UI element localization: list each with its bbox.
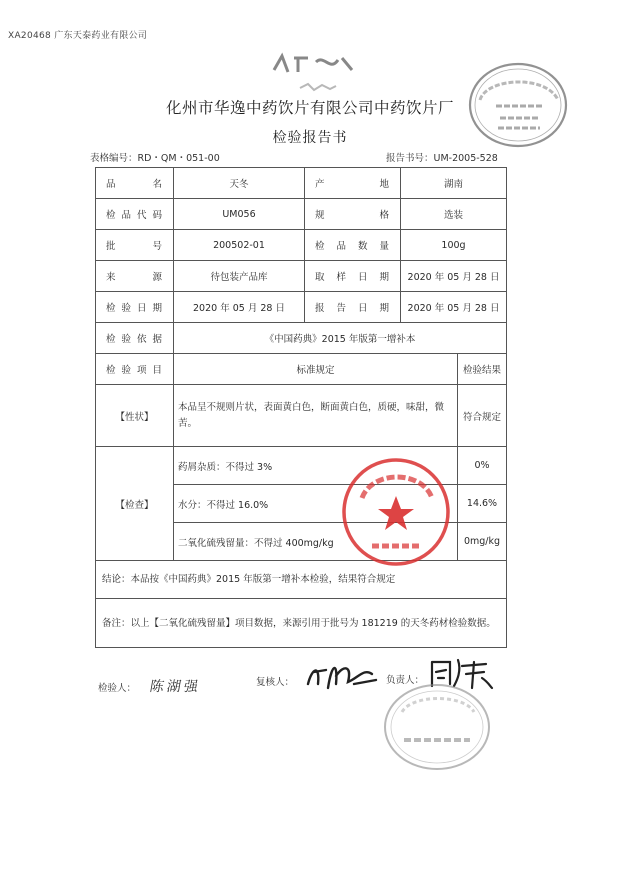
report-date-label: 报告日期 [305,292,401,323]
so2-standard: 二氧化硫残留量：不得过 400mg/kg [174,523,458,561]
check-label: 【检查】 [96,447,174,561]
qty-label: 检品数量 [305,230,401,261]
company-logo-smudge [268,50,358,78]
table-row [96,385,507,447]
basis-value: 《中国药典》2015 年版第一增补本 [174,323,507,354]
batch-value: 200502-01 [174,230,305,261]
inspector-label: 检验人： [98,683,137,694]
table-row [96,292,507,323]
sample-date-value: 2020 年 05 月 28 日 [401,261,507,292]
origin-label: 产地 [305,168,401,199]
source-label: 来源 [96,261,174,292]
header-company-code: XA20468 广东天泰药业有限公司 [8,31,148,41]
source-value: 待包装产品库 [174,261,305,292]
inspection-table [95,167,507,648]
remark: 备注：以上【二氧化硫残留量】项目数据，来源引用于批号为 181219 的天冬药材检验数据。 [96,599,507,648]
report-subtitle: 检验报告书 [272,130,348,146]
batch-label: 批号 [96,230,174,261]
report-date-value: 2020 年 05 月 28 日 [401,292,507,323]
reviewer-signature [302,654,382,696]
basis-label: 检验依据 [96,323,174,354]
standard-header: 标准规定 [174,354,458,385]
trait-standard: 本品呈不规则片状，表面黄白色，断面黄白色，质硬，味甜，微苦。 [174,385,458,447]
table-row [96,168,507,199]
product-label: 品名 [96,168,174,199]
table-row [96,599,507,648]
test-date-label: 检验日期 [96,292,174,323]
test-date-value: 2020 年 05 月 28 日 [174,292,305,323]
logo-subtext-smudge [298,80,338,94]
table-row [96,354,507,385]
table-row [96,323,507,354]
item-label: 检验项目 [96,354,174,385]
responsible-label: 负责人： [386,675,425,686]
qty-value: 100g [401,230,507,261]
so2-result: 0mg/kg [458,523,507,561]
table-row [96,230,507,261]
result-header: 检验结果 [458,354,507,385]
trait-label: 【性状】 [96,385,174,447]
code-label: 检品代码 [96,199,174,230]
conclusion: 结论：本品按《中国药典》2015 年版第一增补本检验，结果符合规定 [96,561,507,599]
impurity-standard: 药屑杂质：不得过 3% [174,447,458,485]
spec-label: 规格 [305,199,401,230]
spec-value: 选装 [401,199,507,230]
reviewer-label: 复核人： [256,677,295,688]
code-value: UM056 [174,199,305,230]
inspector-signature: 陈湖强 [148,679,203,695]
quality-management-stamp [380,680,495,775]
company-quality-stamp [466,60,571,150]
table-row [96,199,507,230]
origin-value: 湖南 [401,168,507,199]
form-number: 表格编号：RD・QM・051-00 [90,153,220,164]
moisture-standard: 水分：不得过 16.0% [174,485,458,523]
sample-date-label: 取样日期 [305,261,401,292]
moisture-result: 14.6% [458,485,507,523]
table-row [96,261,507,292]
report-number: 报告书号：UM-2005-528 [386,153,498,164]
trait-result: 符合规定 [458,385,507,447]
impurity-result: 0% [458,447,507,485]
product-value: 天冬 [174,168,305,199]
report-title: 化州市华逸中药饮片有限公司中药饮片厂 [165,99,454,117]
red-company-stamp [336,452,456,572]
